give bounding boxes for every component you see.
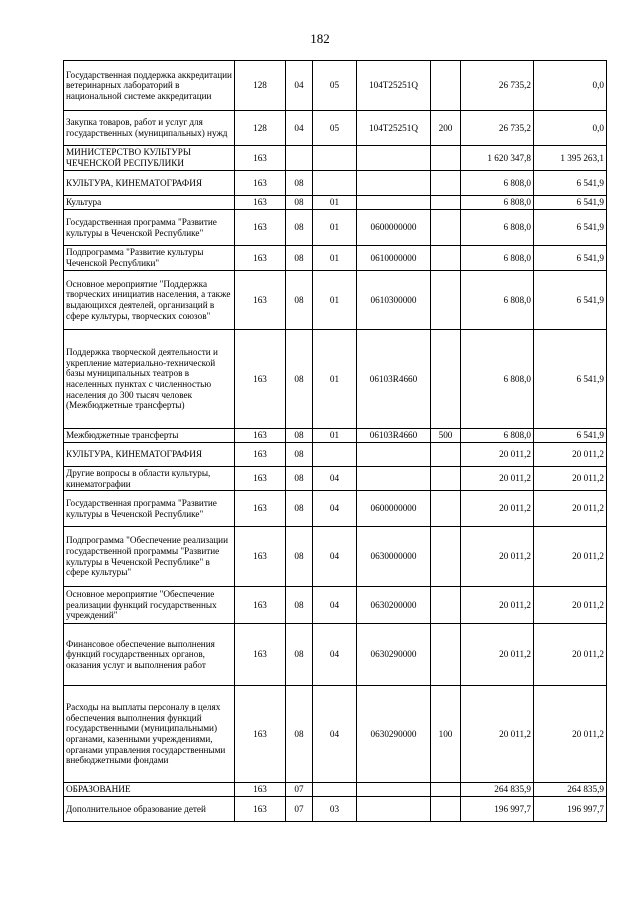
cell-target-article	[357, 783, 431, 797]
cell-subsection	[313, 443, 357, 467]
cell-ministry: 163	[235, 467, 286, 491]
cell-subsection: 01	[313, 429, 357, 443]
cell-target-article: 06103R4660	[357, 429, 431, 443]
cell-expense-type: 100	[431, 686, 461, 783]
cell-amount-year-1: 6 808,0	[461, 271, 534, 330]
table-row	[64, 467, 607, 491]
cell-amount-year-2: 20 011,2	[534, 686, 607, 783]
cell-ministry: 128	[235, 61, 286, 111]
cell-ministry: 163	[235, 171, 286, 196]
cell-section: 08	[286, 330, 313, 429]
cell-target-article: 0610300000	[357, 271, 431, 330]
cell-amount-year-1: 20 011,2	[461, 527, 534, 587]
cell-amount-year-1: 20 011,2	[461, 624, 534, 686]
cell-name: Подпрограмма "Развитие культуры Чеченской Республики"	[64, 246, 235, 271]
table-row	[64, 196, 607, 210]
cell-subsection: 01	[313, 196, 357, 210]
cell-target-article: 104Т25251Q	[357, 111, 431, 146]
cell-amount-year-1: 264 835,9	[461, 783, 534, 797]
cell-amount-year-2: 20 011,2	[534, 624, 607, 686]
cell-ministry: 163	[235, 210, 286, 246]
cell-ministry: 163	[235, 246, 286, 271]
cell-expense-type	[431, 624, 461, 686]
cell-section: 08	[286, 443, 313, 467]
cell-target-article	[357, 146, 431, 171]
cell-name: Государственная поддержка аккредитации ветеринарных лабораторий в национальной системе аккредитации	[64, 61, 235, 111]
cell-target-article: 06103R4660	[357, 330, 431, 429]
cell-expense-type	[431, 196, 461, 210]
cell-target-article: 0630290000	[357, 686, 431, 783]
cell-expense-type	[431, 330, 461, 429]
cell-amount-year-2: 196 997,7	[534, 797, 607, 822]
table-row	[64, 61, 607, 111]
cell-section: 07	[286, 783, 313, 797]
cell-expense-type	[431, 61, 461, 111]
table-row	[64, 271, 607, 330]
cell-amount-year-1: 6 808,0	[461, 429, 534, 443]
cell-ministry: 163	[235, 587, 286, 624]
cell-section: 08	[286, 271, 313, 330]
cell-amount-year-2: 6 541,9	[534, 429, 607, 443]
cell-ministry: 163	[235, 527, 286, 587]
cell-amount-year-1: 6 808,0	[461, 210, 534, 246]
table-row	[64, 111, 607, 146]
cell-target-article	[357, 171, 431, 196]
cell-section: 07	[286, 797, 313, 822]
cell-ministry: 163	[235, 271, 286, 330]
cell-expense-type: 500	[431, 429, 461, 443]
cell-amount-year-1: 6 808,0	[461, 171, 534, 196]
cell-target-article	[357, 443, 431, 467]
cell-section: 04	[286, 111, 313, 146]
cell-name: МИНИСТЕРСТВО КУЛЬТУРЫ ЧЕЧЕНСКОЙ РЕСПУБЛИКИ	[64, 146, 235, 171]
table-row	[64, 624, 607, 686]
cell-name: Основное мероприятие "Поддержка творческих инициатив населения, а также выдающихся деятелей, организаций в сфере культуры, творческих союзов"	[64, 271, 235, 330]
cell-name: Закупка товаров, работ и услуг для государственных (муниципальных) нужд	[64, 111, 235, 146]
cell-name: КУЛЬТУРА, КИНЕМАТОГРАФИЯ	[64, 443, 235, 467]
cell-target-article: 0630200000	[357, 587, 431, 624]
cell-amount-year-1: 20 011,2	[461, 587, 534, 624]
cell-subsection	[313, 783, 357, 797]
cell-expense-type	[431, 587, 461, 624]
table-row	[64, 686, 607, 783]
cell-expense-type	[431, 246, 461, 271]
cell-subsection: 01	[313, 330, 357, 429]
cell-subsection: 01	[313, 210, 357, 246]
cell-subsection	[313, 146, 357, 171]
cell-expense-type	[431, 443, 461, 467]
cell-target-article	[357, 467, 431, 491]
cell-expense-type	[431, 527, 461, 587]
cell-ministry: 163	[235, 196, 286, 210]
cell-target-article	[357, 797, 431, 822]
cell-amount-year-1: 20 011,2	[461, 467, 534, 491]
table-row	[64, 587, 607, 624]
cell-amount-year-1: 26 735,2	[461, 61, 534, 111]
cell-ministry: 163	[235, 783, 286, 797]
cell-section: 08	[286, 467, 313, 491]
cell-name: Межбюджетные трансферты	[64, 429, 235, 443]
cell-ministry: 163	[235, 146, 286, 171]
cell-target-article: 0610000000	[357, 246, 431, 271]
cell-amount-year-2: 20 011,2	[534, 443, 607, 467]
cell-target-article: 0600000000	[357, 210, 431, 246]
cell-expense-type	[431, 797, 461, 822]
cell-subsection: 04	[313, 587, 357, 624]
cell-section: 08	[286, 491, 313, 527]
table-row	[64, 246, 607, 271]
cell-expense-type	[431, 467, 461, 491]
cell-expense-type	[431, 171, 461, 196]
cell-subsection	[313, 171, 357, 196]
cell-section: 08	[286, 624, 313, 686]
cell-name: Поддержка творческой деятельности и укрепление материально-технической базы муниципальных театров в населенных пунктах с численностью населения до 300 тысяч человек (Межбюджетные трансферты)	[64, 330, 235, 429]
cell-amount-year-1: 196 997,7	[461, 797, 534, 822]
cell-name: Государственная программа "Развитие культуры в Чеченской Республике"	[64, 210, 235, 246]
cell-amount-year-1: 20 011,2	[461, 491, 534, 527]
cell-amount-year-1: 20 011,2	[461, 443, 534, 467]
table-row	[64, 797, 607, 822]
table-row	[64, 491, 607, 527]
cell-subsection: 05	[313, 111, 357, 146]
cell-amount-year-1: 26 735,2	[461, 111, 534, 146]
table-row	[64, 783, 607, 797]
cell-section: 04	[286, 61, 313, 111]
cell-section: 08	[286, 429, 313, 443]
cell-section: 08	[286, 171, 313, 196]
cell-amount-year-2: 1 395 263,1	[534, 146, 607, 171]
budget-table	[63, 60, 607, 822]
cell-amount-year-1: 20 011,2	[461, 686, 534, 783]
cell-name: КУЛЬТУРА, КИНЕМАТОГРАФИЯ	[64, 171, 235, 196]
cell-name: Государственная программа "Развитие культуры в Чеченской Республике"	[64, 491, 235, 527]
cell-amount-year-2: 20 011,2	[534, 587, 607, 624]
cell-amount-year-1: 6 808,0	[461, 330, 534, 429]
cell-name: Другие вопросы в области культуры, кинематографии	[64, 467, 235, 491]
cell-ministry: 163	[235, 686, 286, 783]
cell-target-article: 0630290000	[357, 624, 431, 686]
table-row	[64, 330, 607, 429]
table-row	[64, 429, 607, 443]
cell-expense-type	[431, 491, 461, 527]
cell-expense-type	[431, 210, 461, 246]
cell-amount-year-2: 6 541,9	[534, 246, 607, 271]
cell-amount-year-2: 20 011,2	[534, 467, 607, 491]
cell-amount-year-2: 0,0	[534, 61, 607, 111]
cell-amount-year-2: 0,0	[534, 111, 607, 146]
cell-section: 08	[286, 527, 313, 587]
cell-amount-year-1: 6 808,0	[461, 196, 534, 210]
cell-expense-type	[431, 783, 461, 797]
cell-ministry: 163	[235, 330, 286, 429]
cell-subsection: 04	[313, 527, 357, 587]
cell-subsection: 04	[313, 491, 357, 527]
cell-amount-year-2: 6 541,9	[534, 271, 607, 330]
cell-section: 08	[286, 196, 313, 210]
cell-subsection: 04	[313, 467, 357, 491]
cell-amount-year-1: 1 620 347,8	[461, 146, 534, 171]
cell-name: Основное мероприятие "Обеспечение реализации функций государственных учреждений"	[64, 587, 235, 624]
cell-amount-year-2: 20 011,2	[534, 527, 607, 587]
cell-section: 08	[286, 587, 313, 624]
cell-amount-year-2: 6 541,9	[534, 330, 607, 429]
table-row	[64, 210, 607, 246]
cell-ministry: 163	[235, 624, 286, 686]
cell-target-article: 104Т25251Q	[357, 61, 431, 111]
cell-expense-type	[431, 146, 461, 171]
cell-target-article	[357, 196, 431, 210]
cell-subsection: 04	[313, 624, 357, 686]
cell-ministry: 128	[235, 111, 286, 146]
cell-amount-year-2: 6 541,9	[534, 196, 607, 210]
cell-amount-year-1: 6 808,0	[461, 246, 534, 271]
cell-name: Финансовое обеспечение выполнения функций государственных органов, оказания услуг и выполнения работ	[64, 624, 235, 686]
cell-name: ОБРАЗОВАНИЕ	[64, 783, 235, 797]
cell-amount-year-2: 264 835,9	[534, 783, 607, 797]
table-row	[64, 443, 607, 467]
table-row	[64, 527, 607, 587]
cell-subsection: 01	[313, 246, 357, 271]
table-row	[64, 146, 607, 171]
cell-section: 08	[286, 686, 313, 783]
cell-section	[286, 146, 313, 171]
cell-target-article: 0630000000	[357, 527, 431, 587]
table-row	[64, 171, 607, 196]
cell-section: 08	[286, 210, 313, 246]
cell-ministry: 163	[235, 797, 286, 822]
cell-ministry: 163	[235, 429, 286, 443]
cell-section: 08	[286, 246, 313, 271]
cell-subsection: 01	[313, 271, 357, 330]
cell-ministry: 163	[235, 491, 286, 527]
cell-target-article: 0600000000	[357, 491, 431, 527]
cell-amount-year-2: 20 011,2	[534, 491, 607, 527]
cell-amount-year-2: 6 541,9	[534, 210, 607, 246]
cell-name: Культура	[64, 196, 235, 210]
cell-expense-type: 200	[431, 111, 461, 146]
cell-subsection: 05	[313, 61, 357, 111]
cell-name: Подпрограмма "Обеспечение реализации государственной программы "Развитие культуры в Чеченской Республике" в сфере культуры"	[64, 527, 235, 587]
page-number: 182	[310, 31, 330, 46]
cell-ministry: 163	[235, 443, 286, 467]
cell-subsection: 04	[313, 686, 357, 783]
cell-name: Дополнительное образование детей	[64, 797, 235, 822]
cell-subsection: 03	[313, 797, 357, 822]
cell-expense-type	[431, 271, 461, 330]
cell-name: Расходы на выплаты персоналу в целях обеспечения выполнения функций государственными (муниципальными) органами, казенными учреждениями, органами управления государственными внебюджетными фондами	[64, 686, 235, 783]
cell-amount-year-2: 6 541,9	[534, 171, 607, 196]
